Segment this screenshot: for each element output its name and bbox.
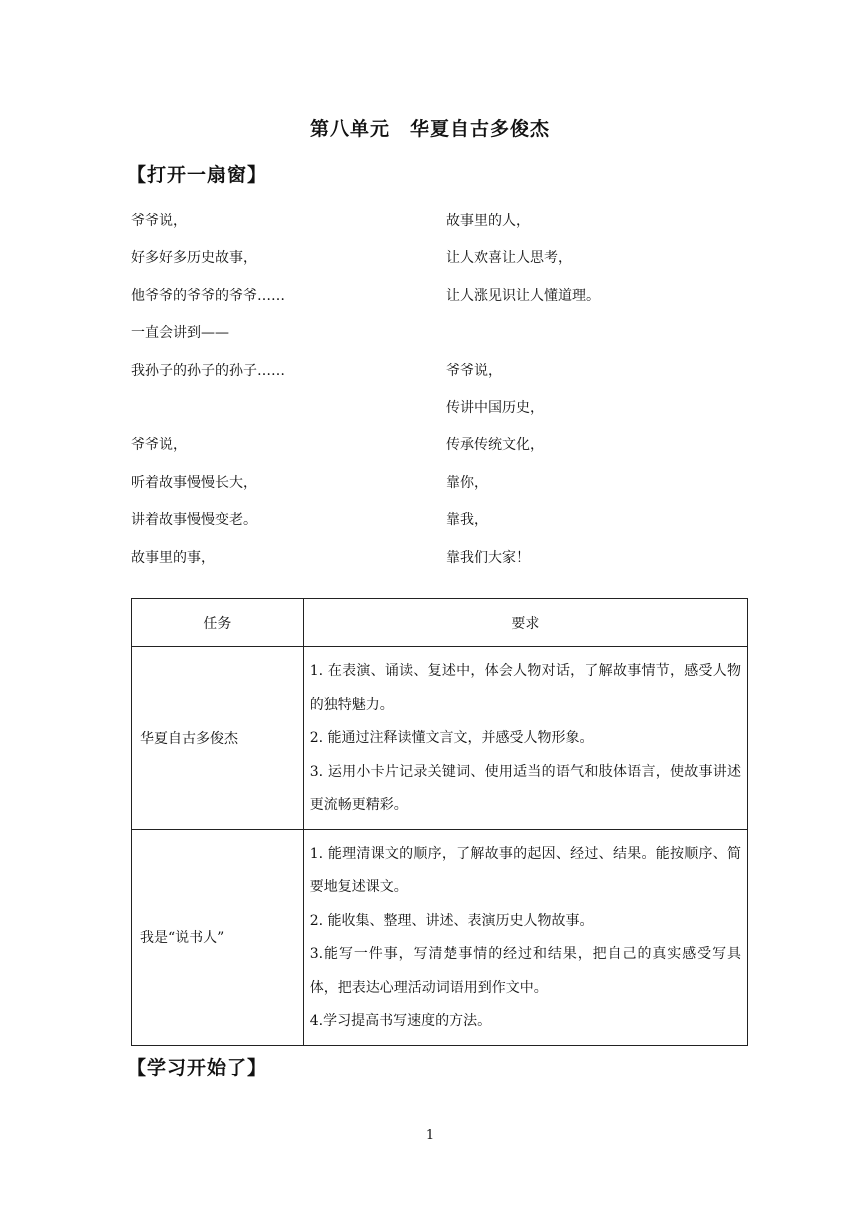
section-heading-learning-begins: 【学习开始了】 [127,1057,268,1079]
page-title: 第八单元 华夏自古多俊杰 [309,118,550,140]
task-requirements-table [131,598,748,1046]
poem-left-column [131,203,451,577]
requirements-cell [303,829,747,1045]
poem-line: 靠我们大家！ [446,549,530,566]
requirement-item: 4.学习提高书写速度的方法。 [309,1013,492,1029]
requirement-item: 3.能写一件事，写清楚事情的经过和结果，把自己的真实感受写具体，把表达心理活动词语用到作文中。 [309,946,741,996]
poem-line: 爷爷说， [131,213,187,229]
table-header-row [132,599,748,647]
requirement-item: 2. 能通过注释读懂文言文，并感受人物形象。 [309,730,594,746]
section-heading-open-window: 【打开一扇窗】 [127,164,268,186]
requirement-item: 3. 运用小卡片记录关键词、使用适当的语气和肢体语言，使故事讲述更流畅更精彩。 [309,763,741,813]
header-task: 任务 [132,599,304,647]
table-row [132,829,748,1045]
poem-line: 让人涨见识让人懂道理。 [446,287,600,304]
header-requirements: 要求 [303,599,747,647]
poem-line: 好多好多历史故事， [131,250,257,267]
poem-line: 故事里的事， [131,549,215,566]
table-row [132,647,748,830]
poem-line: 爷爷说， [446,362,502,379]
poem-line: 一直会讲到—— [131,325,229,342]
requirements-cell [303,647,747,830]
requirement-item: 1. 能理清课文的顺序，了解故事的起因、经过、结果。能按顺序、简要地复述课文。 [309,845,741,895]
page-number: 1 [425,1128,435,1143]
task-name-cell: 我是“说书人” [132,829,304,1045]
poem-line: 传承传统文化， [446,437,544,454]
poem-line: 他爷爷的爷爷的爷爷…… [131,287,285,304]
requirement-item: 2. 能收集、整理、讲述、表演历史人物故事。 [309,912,594,929]
poem-line: 让人欢喜让人思考， [446,250,572,267]
poem-line [446,315,766,352]
poem-right-column [446,203,766,577]
poem-line: 讲着故事慢慢变老。 [131,512,257,529]
poem-line: 我孙子的孙子的孙子…… [131,362,285,379]
task-name-cell: 华夏自古多俊杰 [132,647,304,830]
poem-line: 听着故事慢慢长大， [131,474,257,491]
poem-line: 靠你， [446,474,488,491]
poem-line: 传讲中国历史， [446,399,544,416]
poem-line: 爷爷说， [131,437,187,454]
poem-line [131,390,451,427]
poem-line: 靠我， [446,512,488,529]
poem-line: 故事里的人， [446,213,530,229]
requirement-item: 1. 在表演、诵读、复述中，体会人物对话，了解故事情节，感受人物的独特魅力。 [309,663,741,713]
